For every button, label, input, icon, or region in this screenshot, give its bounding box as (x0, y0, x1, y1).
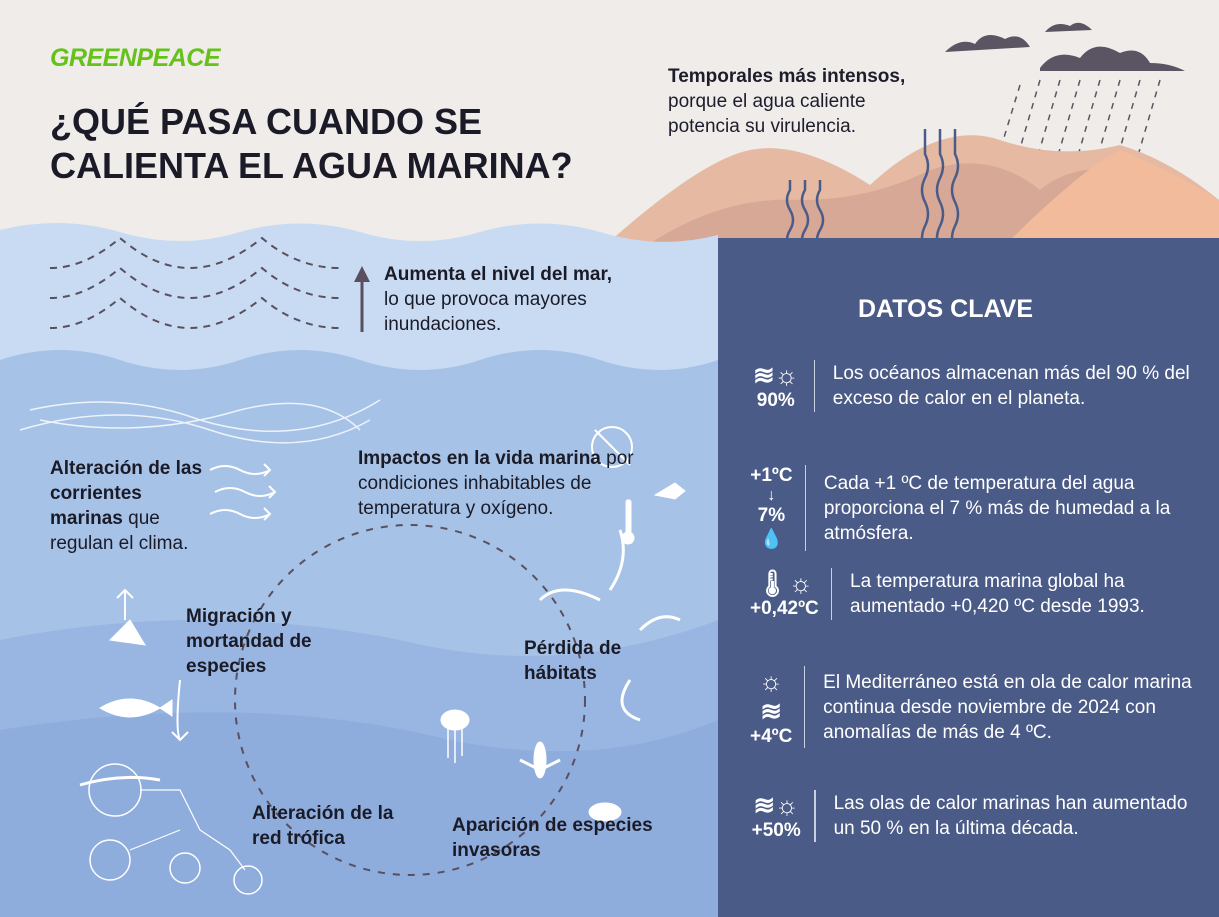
thermometer-sun-icon: 🌡☼ (755, 568, 813, 598)
heatwave-icon: ≋☼ (753, 790, 799, 820)
trophic-label: Alteración de la red trófica (252, 803, 394, 849)
sea-level-callout (384, 262, 684, 337)
storm-heading: Temporales más intensos, (668, 66, 906, 87)
storm-callout (668, 64, 968, 139)
storm-clouds-icon (945, 23, 1185, 71)
fact-text: Cada +1 ºC de temperatura del agua proporciona el 7 % más de humedad a la atmósfera. (823, 472, 1171, 544)
fact-value-2: 7% (757, 505, 786, 526)
marine-life-heading: Impactos en la vida marina (358, 448, 601, 469)
fact-text: Los océanos almacenan más del 90 % del exceso de calor en el planeta. (832, 363, 1190, 409)
fact-text: Las olas de calor marinas han aumentado un 50 % en la última década. (833, 793, 1188, 839)
fact-value: 90% (756, 390, 795, 411)
fact-global-temp (750, 568, 1210, 620)
migration-label: Migración y mortandad de especies (186, 606, 312, 677)
fact-value: +0,42ºC (750, 598, 819, 619)
fact-heatwaves (750, 790, 1210, 842)
currents-text: que regulan el clima. (50, 508, 189, 554)
marine-life-text: por condiciones inhabitables de temperatura y oxígeno. (358, 448, 634, 519)
divider (814, 360, 815, 412)
currents-callout (50, 456, 210, 556)
greenpeace-logo[interactable]: GREENPEACE (50, 44, 221, 72)
ocean-sun-icon: ≋☼ (752, 360, 799, 390)
habitats-label: Pérdida de hábitats (524, 638, 622, 684)
currents-heading: Alteración de las corrientes marinas (50, 458, 203, 529)
divider (814, 790, 815, 842)
fact-ocean-heat (750, 360, 1210, 412)
fact-humidity: +1ºC ↓ 7% 💧 Cada +1 ºC de temperatura del agua proporciona el 7 % más de humedad a la atmósfera. (750, 465, 1210, 551)
marine-life-callout (358, 446, 648, 521)
key-data-title: DATOS CLAVE (858, 295, 1034, 323)
thermometer-humidity-icon: ↓ (767, 487, 776, 504)
divider (831, 568, 832, 620)
fact-text: El Mediterráneo está en ola de calor marina continua desde noviembre de 2024 con anomalías de más de 4 ºC. (823, 671, 1192, 743)
invasive-label: Aparición de especies invasoras (452, 815, 653, 861)
divider (805, 465, 806, 551)
sea-level-heading: Aumenta el nivel del mar, (384, 264, 613, 285)
fact-text: La temperatura marina global ha aumentado +0,420 ºC desde 1993. (850, 571, 1145, 617)
divider (804, 666, 805, 748)
sun-wave-icon: ☼ ≋ (759, 666, 784, 726)
fact-value: +1ºC (750, 465, 793, 486)
storm-text: porque el agua caliente potencia su virulencia. (668, 91, 866, 137)
sea-level-text: lo que provoca mayores inundaciones. (384, 289, 587, 335)
fact-value: +50% (751, 820, 801, 841)
fact-mediterranean (750, 666, 1210, 748)
fact-value: +4ºC (750, 726, 793, 747)
page-title: ¿QUÉ PASA CUANDO SE CALIENTA EL AGUA MARINA? (50, 101, 573, 186)
